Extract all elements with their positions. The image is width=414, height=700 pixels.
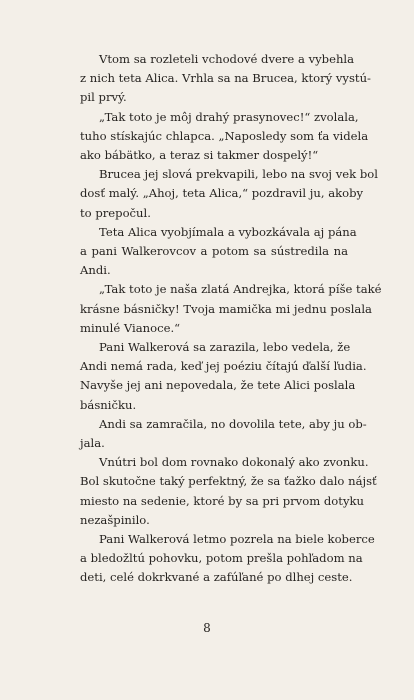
paragraph	[80, 453, 377, 530]
text-line: Andi sa zamračila, no dovolila tete, aby ju ob-	[99, 416, 367, 431]
text-line: dosť malý. „Ahoj, teta Alica,“ pozdravil ju, akoby	[80, 186, 364, 201]
text-line: ako bábätko, a teraz si takmer dospelý!“	[80, 148, 319, 163]
text-line: Andi.	[80, 263, 111, 278]
text-line: Navyše jej ani nepovedala, že tete Alici poslala	[80, 378, 356, 393]
text-line: Bol skutočne taký perfektný, že sa ťažko dalo nájsť	[80, 474, 377, 489]
page-number: 8	[203, 621, 211, 635]
text-line: Pani Walkerová letmo pozrela na biele koberce	[99, 532, 375, 547]
text-line: minulé Vianoce.“	[80, 320, 181, 335]
paragraph	[80, 280, 382, 338]
text-line: Vnútri bol dom rovnako dokonalý ako zvonku.	[99, 455, 369, 470]
paragraph	[80, 223, 357, 281]
text-line: Brucea jej slová prekvapili, lebo na svoj vek bol	[99, 167, 378, 182]
text-line: z nich teta Alica. Vrhla sa na Brucea, ktorý vystú-	[80, 71, 371, 86]
text-line: miesto na sedenie, ktoré by sa pri prvom dotyku	[80, 493, 364, 508]
paragraph	[80, 165, 378, 223]
text-line: deti, celé dokrkvané a zafúľané po dlhej ceste.	[80, 570, 353, 585]
text-line: pil prvý.	[80, 90, 127, 105]
text-line: básničku.	[80, 397, 137, 412]
text-line: tuho stískajúc chlapca. „Naposledy som ťa videla	[80, 128, 369, 143]
text-line: a pani Walkerovcov a potom sa sústredila na	[80, 244, 348, 259]
text-line: Teta Alica vyobjímala a vybozkávala aj pána	[99, 224, 357, 239]
paragraph	[80, 415, 367, 453]
paragraph	[80, 108, 369, 166]
text-line: a bledožltú pohovku, potom prešla pohľadom na	[80, 551, 363, 566]
text-line: Andi nemá rada, keď jej poéziu čítajú ďalší ľudia.	[80, 359, 367, 374]
body-text	[80, 50, 382, 588]
text-line: „Tak toto je môj drahý prasynovec!“ zvolala,	[99, 109, 359, 124]
text-line: „Tak toto je naša zlatá Andrejka, ktorá píše také	[99, 282, 382, 297]
paragraph	[80, 530, 375, 588]
paragraph	[80, 338, 367, 415]
paragraph	[80, 50, 371, 108]
text-line: Vtom sa rozleteli vchodové dvere a vybehla	[99, 52, 355, 66]
text-line: to prepočul.	[80, 205, 151, 220]
text-line: jala.	[80, 436, 105, 451]
text-line: nezašpinilo.	[80, 512, 150, 527]
text-line: Pani Walkerová sa zarazila, lebo vedela, že	[99, 340, 351, 355]
text-line: krásne básničky! Tvoja mamička mi jednu poslala	[80, 301, 372, 316]
